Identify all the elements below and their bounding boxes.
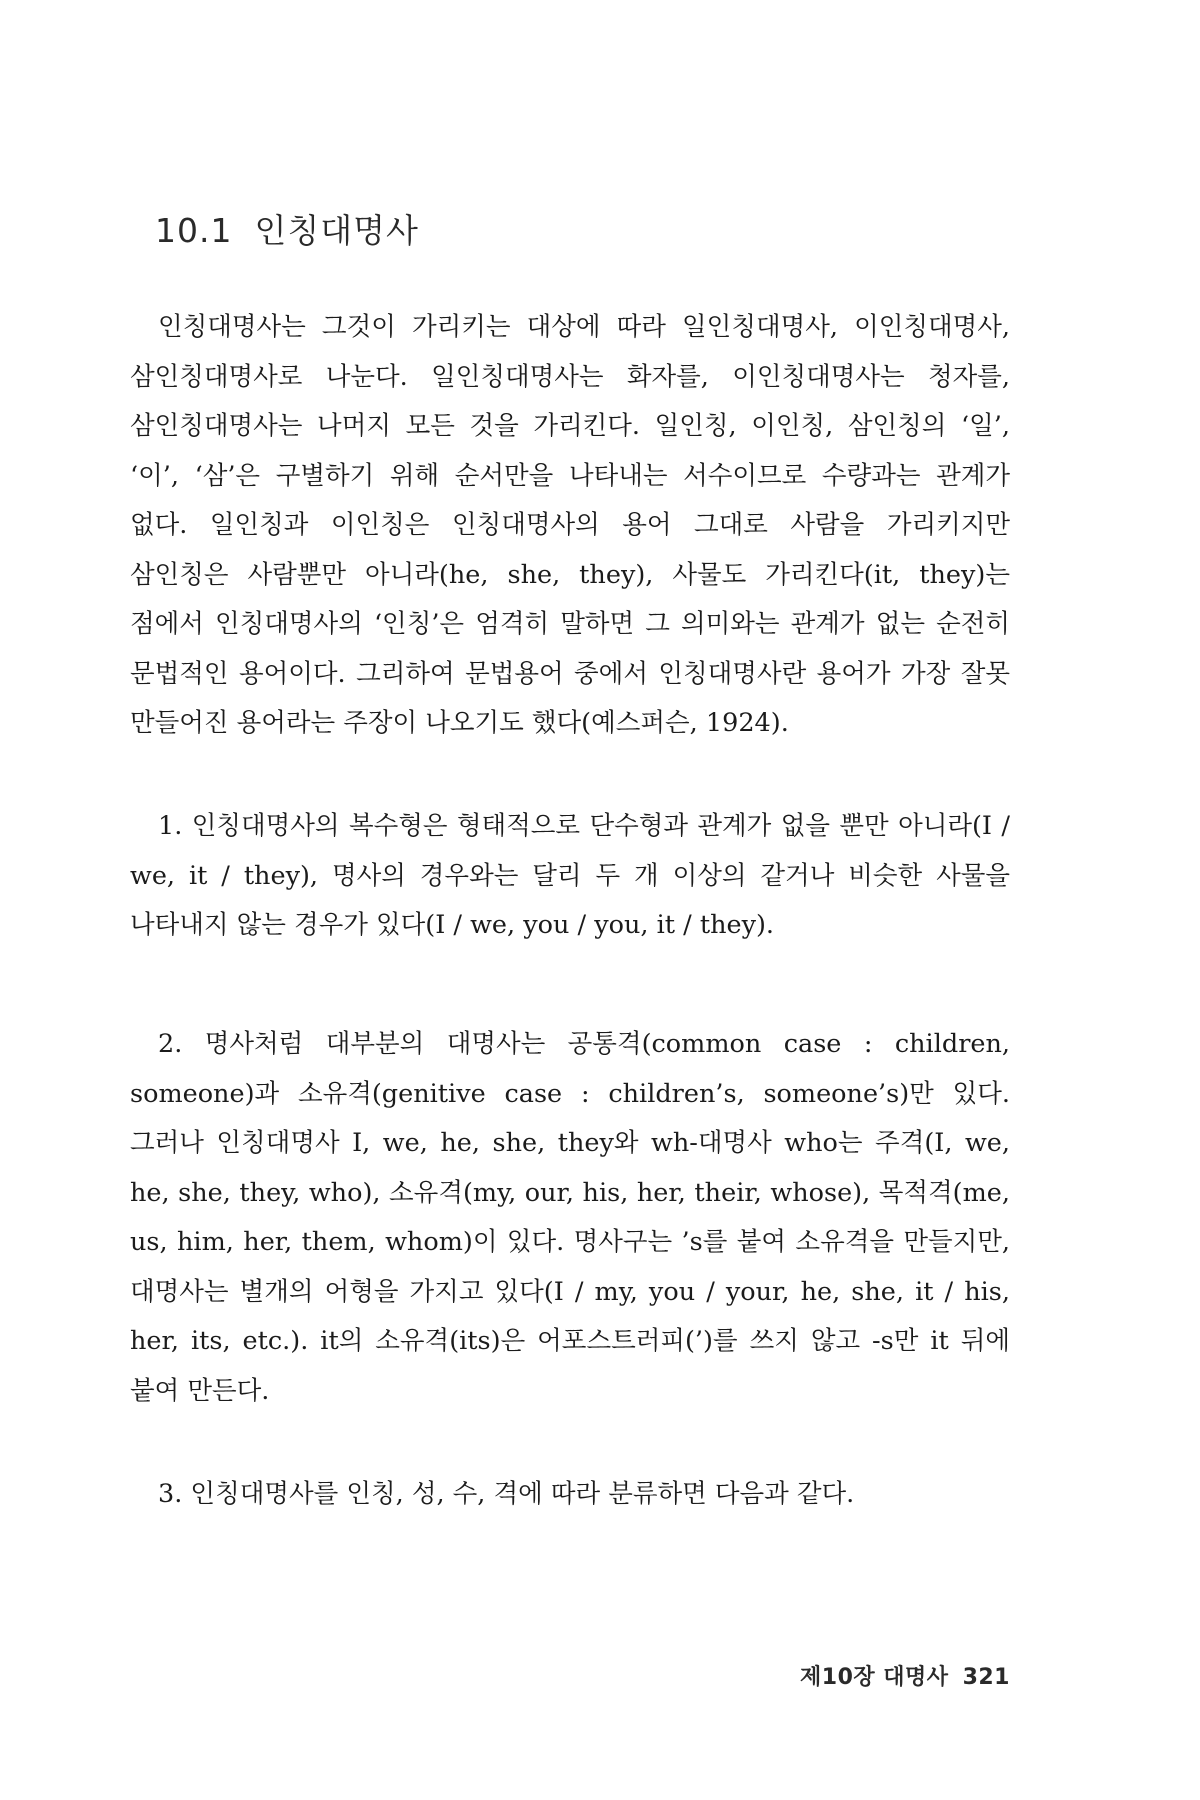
section-heading (155, 205, 419, 252)
numbered-paragraph-3: 3. 인칭대명사를 인칭, 성, 수, 격에 따라 분류하면 다음과 같다. (158, 1479, 855, 1509)
running-footer (800, 1660, 1010, 1691)
intro-paragraph: 인칭대명사는 그것이 가리키는 대상에 따라 일인칭대명사, 이인칭대명사, 삼인칭대명사로 나눈다. 일인칭대명사는 화자를, 이인칭대명사는 청자를, 삼인칭대명사는 나머지 모든 것을 가리킨다. 일인칭, 이인칭, 삼인칭의 ‘일’, ‘이’, ‘삼’은 구별하기 위해 순서만을 나타내는 서수이므로 수량과는 관계가 없다. 일인칭과 이인칭은 인칭대명사의 용어 그대로 사람을 가리키지만 삼인칭은 사람뿐만 아니라(he, she, they), 사물도 가리킨다(it, they)는 점에서 인칭대명사의 ‘인칭’은 엄격히 말하면 그 의미와는 관계가 없는 순전히 문법적인 용어이다. 그리하여 문법용어 중에서 인칭대명사란 용어가 가장 잘못 만들어진 용어라는 주장이 나오기도 했다(예스퍼슨, 1924). (130, 312, 1010, 738)
numbered-paragraph-1: 1. 인칭대명사의 복수형은 형태적으로 단수형과 관계가 없을 뿐만 아니라(I / we, it / they), 명사의 경우와는 달리 두 개 이상의 같거나 비슷한 사물을 나타내지 않는 경우가 있다(I / we, you / you, it / they). (130, 811, 1010, 940)
section-title: 인칭대명사 (254, 211, 419, 250)
section-number: 10.1 (155, 211, 233, 250)
footer-chapter-label: 제10장 대명사 (800, 1665, 949, 1690)
numbered-paragraph-2: 2. 명사처럼 대부분의 대명사는 공통격(common case : children, someone)과 소유격(genitive case : children’s, someone’s)만 있다. 그러나 인칭대명사 I, we, he, she, they와 wh-대명사 who는 주격(I, we, he, she, they, who), 소유격(my, our, his, her, their, whose), 목적격(me, us, him, her, them, whom)이 있다. 명사구는 ’s를 붙여 소유격을 만들지만, 대명사는 별개의 어형을 가지고 있다(I / my, you / your, he, she, it / his, her, its, etc.). it의 소유격(its)은 어포스트러피(’)를 쓰지 않고 -s만 it 뒤에 붙여 만든다. (130, 1029, 1010, 1406)
page-number: 321 (962, 1665, 1010, 1690)
